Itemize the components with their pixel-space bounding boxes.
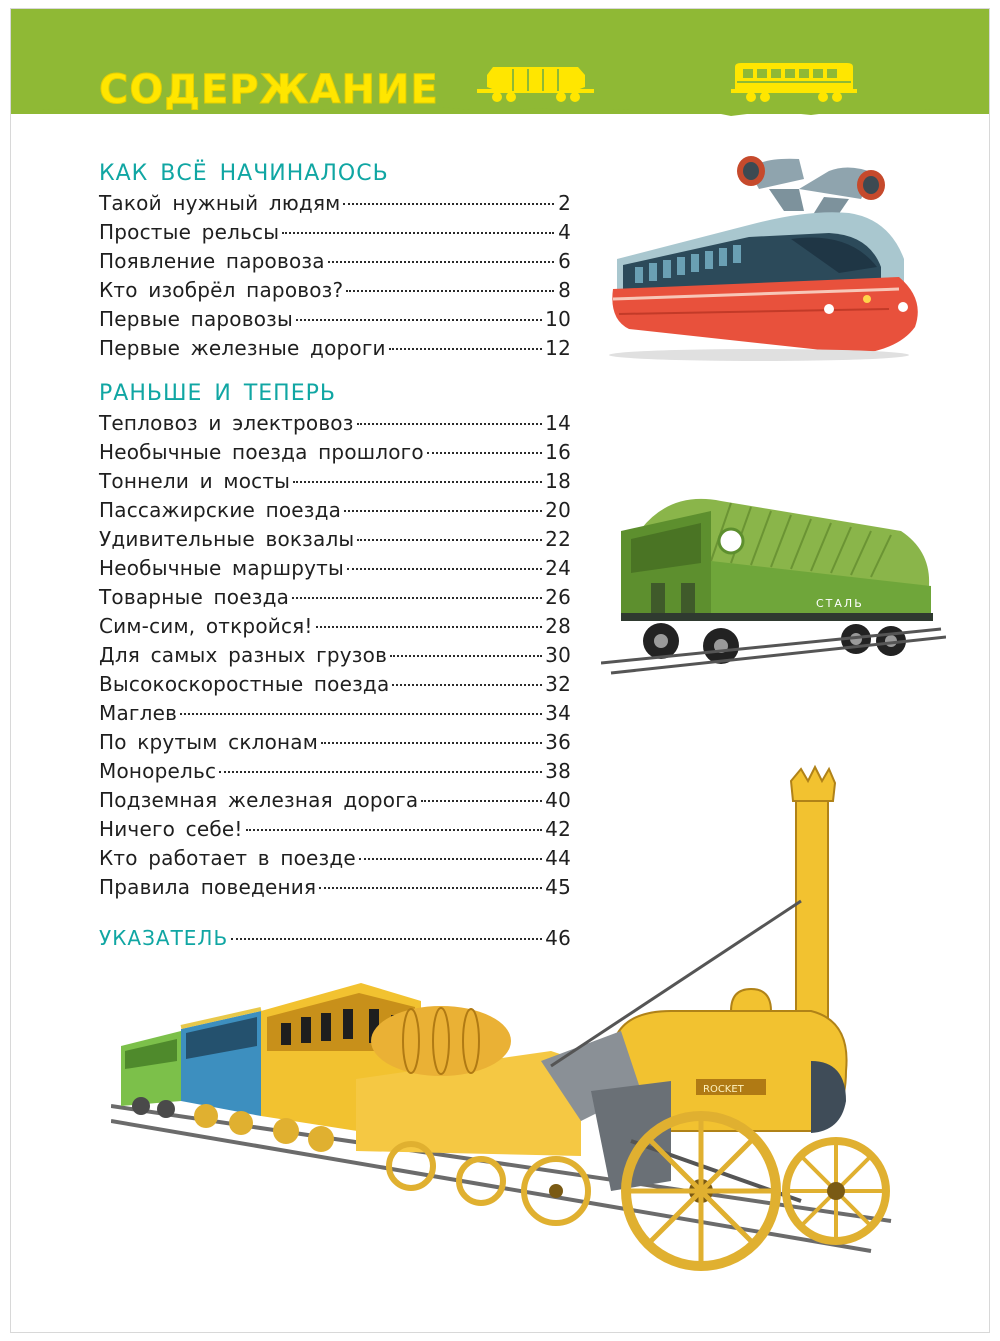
dot-leader — [321, 742, 542, 744]
toc-entry-title: Тепловоз и электровоз — [99, 411, 354, 435]
toc-entry-page: 44 — [545, 846, 571, 870]
toc-entry[interactable] — [99, 189, 571, 218]
toc-entry-title: Монорельс — [99, 759, 217, 783]
toc-entry[interactable] — [99, 641, 571, 670]
dot-leader — [180, 713, 542, 715]
toc-entry-page: 34 — [545, 701, 571, 725]
toc-entry-title: Высокоскоростные поезда — [99, 672, 390, 696]
toc-entry[interactable] — [99, 305, 571, 334]
toc-entry-page: 45 — [545, 875, 571, 899]
hopper-wagon-icon — [473, 61, 598, 103]
toc-entry-title: Кто работает в поезде — [99, 846, 356, 870]
toc-entry-title: По крутым склонам — [99, 730, 319, 754]
hopper-wagon-illustration — [601, 491, 946, 681]
toc-entry-title: Появление паровоза — [99, 249, 325, 273]
toc-entry[interactable] — [99, 583, 571, 612]
wagon-label: СТАЛЬ — [816, 597, 864, 610]
toc-entry-title: Такой нужный людям — [99, 191, 341, 215]
page — [10, 8, 990, 1333]
dot-leader — [357, 423, 543, 425]
toc-entry-title: Пассажирские поезда — [99, 498, 342, 522]
toc-entry[interactable] — [99, 218, 571, 247]
toc-entry-page: 12 — [545, 336, 571, 360]
toc-entry[interactable] — [99, 612, 571, 641]
toc-entry-page: 4 — [558, 220, 571, 244]
toc-entry-page: 46 — [545, 926, 571, 950]
toc-entry-page: 6 — [558, 249, 571, 273]
toc-entry[interactable] — [99, 728, 571, 757]
dot-leader — [296, 319, 542, 321]
toc-entry-title: Сим-сим, откройся! — [99, 614, 313, 638]
toc-entry[interactable] — [99, 496, 571, 525]
toc-entry-page: 28 — [545, 614, 571, 638]
toc-entry[interactable] — [99, 670, 571, 699]
toc-entry[interactable] — [99, 699, 571, 728]
toc-entry-title: Первые железные дороги — [99, 336, 386, 360]
steam-locomotive-illustration — [111, 761, 931, 1281]
section-heading: РАНЬШЕ И ТЕПЕРЬ — [99, 381, 336, 406]
dot-leader — [357, 539, 542, 541]
toc-entry-page: 22 — [545, 527, 571, 551]
toc-entry-title: Правила поведения — [99, 875, 317, 899]
toc-entry-page: 2 — [558, 191, 571, 215]
toc-entry-page: 8 — [558, 278, 571, 302]
toc-entry-title: Простые рельсы — [99, 220, 280, 244]
jet-train-illustration — [599, 149, 929, 369]
dot-leader — [316, 626, 543, 628]
dot-leader — [346, 290, 554, 292]
dot-leader — [293, 481, 542, 483]
toc-entry-title: Подземная железная дорога — [99, 788, 419, 812]
section-list — [99, 189, 571, 363]
toc-entry-title: Ничего себе! — [99, 817, 243, 841]
toc-entry-page: 38 — [545, 759, 571, 783]
toc-entry-page: 36 — [545, 730, 571, 754]
section-heading: КАК ВСЁ НАЧИНАЛОСЬ — [99, 161, 389, 186]
toc-entry[interactable] — [99, 525, 571, 554]
dot-leader — [347, 568, 542, 570]
toc-entry[interactable] — [99, 467, 571, 496]
dot-leader — [292, 597, 542, 599]
toc-entry-title: Кто изобрёл паровоз? — [99, 278, 344, 302]
toc-entry-title: УКАЗАТЕЛЬ — [99, 926, 229, 950]
toc-entry-page: 10 — [545, 307, 571, 331]
toc-entry-page: 14 — [545, 411, 571, 435]
toc-entry[interactable] — [99, 276, 571, 305]
page-title: СОДЕРЖАНИЕ — [99, 67, 439, 113]
toc-entry-title: Тоннели и мосты — [99, 469, 291, 493]
toc-entry-page: 24 — [545, 556, 571, 580]
toc-entry[interactable] — [99, 554, 571, 583]
toc-entry-page: 26 — [545, 585, 571, 609]
toc-entry[interactable] — [99, 334, 571, 363]
toc-entry-title: Первые паровозы — [99, 307, 293, 331]
toc-entry-title: Для самых разных грузов — [99, 643, 388, 667]
toc-entry-page: 30 — [545, 643, 571, 667]
toc-entry-page: 18 — [545, 469, 571, 493]
dot-leader — [328, 261, 554, 263]
toc-entry-title: Необычные поезда прошлого — [99, 440, 424, 464]
toc-entry[interactable] — [99, 409, 571, 438]
locomotive-plate: ROCKET — [703, 1084, 744, 1095]
dot-leader — [427, 452, 542, 454]
dot-leader — [390, 655, 542, 657]
dot-leader — [392, 684, 542, 686]
dot-leader — [343, 203, 554, 205]
toc-entry-page: 40 — [545, 788, 571, 812]
toc-entry[interactable] — [99, 438, 571, 467]
dot-leader — [344, 510, 542, 512]
toc-entry-title: Необычные маршруты — [99, 556, 344, 580]
dot-leader — [282, 232, 554, 234]
toc-entry-title: Товарные поезда — [99, 585, 290, 609]
dot-leader — [389, 348, 542, 350]
toc-entry-title: Маглев — [99, 701, 178, 725]
toc-entry-page: 20 — [545, 498, 571, 522]
passenger-car-icon — [729, 59, 859, 103]
toc-entry-page: 42 — [545, 817, 571, 841]
toc-entry-page: 16 — [545, 440, 571, 464]
toc-entry-title: Удивительные вокзалы — [99, 527, 355, 551]
toc-entry[interactable] — [99, 247, 571, 276]
toc-entry-page: 32 — [545, 672, 571, 696]
